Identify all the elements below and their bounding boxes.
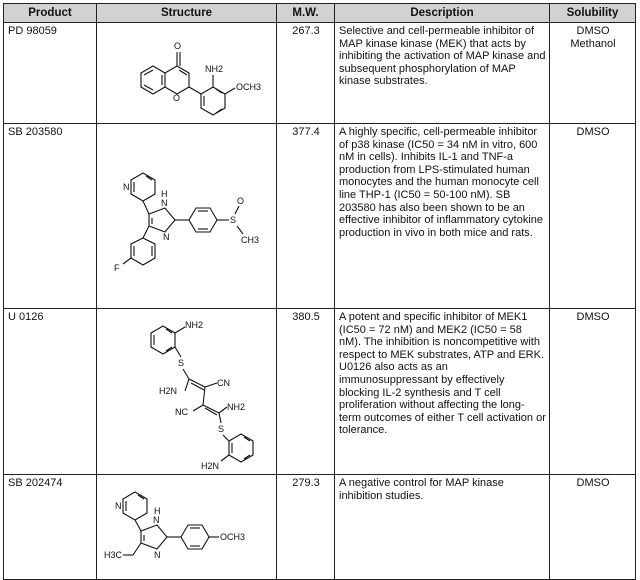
table-row bbox=[4, 23, 636, 124]
atom-label: S bbox=[178, 358, 185, 368]
structure-cell bbox=[97, 309, 277, 475]
atom-label: H bbox=[161, 189, 168, 199]
solubility-solvent: DMSO bbox=[576, 311, 610, 323]
atom-label: H2N bbox=[201, 461, 220, 471]
header-product: Product bbox=[4, 4, 97, 23]
atom-label: NH2 bbox=[185, 320, 204, 330]
header-mw: M.W. bbox=[277, 4, 335, 23]
atom-label: O bbox=[174, 41, 182, 51]
solubility bbox=[550, 309, 636, 475]
atom-label: O bbox=[237, 196, 245, 206]
atom-label: H3C bbox=[104, 550, 123, 560]
atom-label: NH2 bbox=[227, 402, 246, 412]
structure-cell bbox=[97, 124, 277, 309]
structure-cell bbox=[97, 475, 277, 580]
chemical-structure-sb202474 bbox=[101, 477, 281, 577]
header-solubility: Solubility bbox=[550, 4, 636, 23]
atom-label-ring-o: O bbox=[173, 93, 181, 103]
atom-label: NC bbox=[175, 407, 188, 417]
atom-label: N bbox=[154, 550, 161, 560]
header-structure: Structure bbox=[97, 4, 277, 23]
table-row bbox=[4, 309, 636, 475]
atom-label: N bbox=[123, 182, 130, 192]
table-row bbox=[4, 124, 636, 309]
atom-label: CN bbox=[217, 378, 230, 388]
molecular-weight: 377.4 bbox=[277, 124, 335, 309]
atom-label: N bbox=[161, 198, 168, 208]
atom-label: N bbox=[163, 232, 170, 242]
atom-label: F bbox=[114, 263, 120, 273]
chemical-structure-pd98059 bbox=[101, 25, 281, 121]
solubility-solvent: DMSO bbox=[576, 25, 610, 37]
inhibitor-table bbox=[3, 3, 636, 580]
chemical-structure-sb203580 bbox=[101, 126, 281, 306]
atom-label: CH3 bbox=[241, 235, 260, 245]
solubility-solvent: DMSO bbox=[576, 126, 610, 138]
product-name: SB 202474 bbox=[4, 475, 97, 580]
header-description: Description bbox=[335, 4, 550, 23]
atom-label: OCH3 bbox=[236, 82, 262, 92]
molecular-weight: 267.3 bbox=[277, 23, 335, 124]
description: A negative control for MAP kinase inhibition studies. bbox=[335, 475, 550, 580]
solubility bbox=[550, 124, 636, 309]
solubility-solvent: Methanol bbox=[570, 37, 616, 50]
chemical-structure-u0126 bbox=[101, 311, 281, 472]
atom-label: N bbox=[153, 515, 160, 525]
description: A potent and specific inhibitor of MEK1 (IC50 = 72 nM) and MEK2 (IC50 = 58 nM). The inhibition is noncompetitive with respect to MEK substrates, ATP and ERK. U0126 also acts as an immunosuppressant by effectively blocking IL-2 synthesis and T cell proliferation without affecting the long-term outcomes of either T cell activation or tolerance. bbox=[335, 309, 550, 475]
atom-label: NH2 bbox=[205, 64, 224, 74]
molecular-weight: 279.3 bbox=[277, 475, 335, 580]
solubility bbox=[550, 23, 636, 124]
table-header-row bbox=[4, 4, 636, 23]
atom-label: S bbox=[230, 215, 237, 225]
molecular-weight: 380.5 bbox=[277, 309, 335, 475]
solubility-solvent: DMSO bbox=[576, 477, 610, 489]
atom-label: S bbox=[218, 424, 225, 434]
structure-cell bbox=[97, 23, 277, 124]
table-row bbox=[4, 475, 636, 580]
solubility bbox=[550, 475, 636, 580]
description: A highly specific, cell-permeable inhibitor of p38 kinase (IC50 = 34 nM in vitro, 600 nM in cells). Inhibits IL-1 and TNF-a production from LPS-stimulated human monocytes and the human monocyte cell line THP-1 (IC50 = 50-100 nM). SB 203580 has also been shown to be an effective inhibitor of inflammatory cytokine production in vivo in both mice and rats. bbox=[335, 124, 550, 309]
atom-label: N bbox=[115, 501, 122, 511]
atom-label: OCH3 bbox=[220, 532, 246, 542]
product-name: U 0126 bbox=[4, 309, 97, 475]
product-name: SB 203580 bbox=[4, 124, 97, 309]
atom-label: H2N bbox=[159, 386, 178, 396]
atom-label: H bbox=[154, 506, 161, 516]
description: Selective and cell-permeable inhibitor of MAP kinase kinase (MEK) that acts by inhibiting the activation of MAP kinase and subsequent phosphorylation of MAP kinase substrates. bbox=[335, 23, 550, 124]
product-name: PD 98059 bbox=[4, 23, 97, 124]
